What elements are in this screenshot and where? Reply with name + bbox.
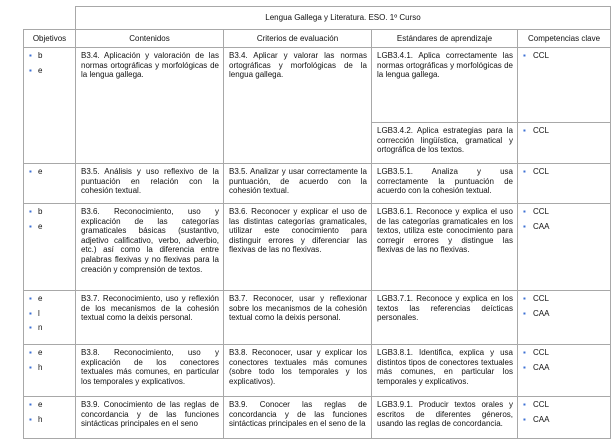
- estandar-cell: [372, 397, 518, 439]
- objetivos-cell: [24, 48, 76, 164]
- estandar-cell: LGB3.8.1. Identifica, explica y usa distintos tipos de conectores textuales más comunes, en particular los temporales y explicativos.: [372, 345, 518, 397]
- header-competencias: Competencias clave: [518, 30, 611, 48]
- competencia-item: ▪ CCL: [523, 348, 606, 358]
- competencias-cell: [518, 397, 611, 439]
- objetivo-item: ▪ e: [29, 294, 71, 304]
- empty-corner-cell: [24, 7, 76, 30]
- contenido-text: B3.9. Conocimiento de las reglas de concordancia y de las funciones sintácticas principales en el seno: [81, 400, 219, 429]
- estandar-cell: LGB3.7.1. Reconoce y explica en los textos las referencias deícticas personales.: [372, 291, 518, 345]
- objetivo-item: ▪ h: [29, 363, 71, 373]
- header-estandares: Estándares de aprendizaje: [372, 30, 518, 48]
- competencia-item: ▪ CCL: [523, 167, 606, 177]
- contenido-cell: B3.4. Aplicación y valoración de las normas ortográficas y morfológicas de la lengua gallega.: [76, 48, 224, 164]
- estandar-cell: LGB3.5.1. Analiza y usa correctamente la puntuación de acuerdo con la cohesión textual.: [372, 164, 518, 204]
- competencia-item: ▪ CAA: [523, 415, 606, 425]
- criterio-cell: B3.8. Reconocer, usar y explicar los conectores textuales más comunes (sobre todo los temporales y los explicativos).: [224, 345, 372, 397]
- estandar-cell: LGB3.6.1. Reconoce y explica el uso de las categorías gramaticales en los textos, utiliza este conocimiento para corregir errores y distingue las flexivas de las no flexivas.: [372, 204, 518, 291]
- table-row: [24, 345, 611, 397]
- header-criterios: Criterios de evaluación: [224, 30, 372, 48]
- competencias-cell: [518, 164, 611, 204]
- criterio-cell: B3.7. Reconocer, usar y reflexionar sobre los mecanismos de la cohesión textual como la deixis personal.: [224, 291, 372, 345]
- objetivo-item: ▪ l: [29, 309, 71, 319]
- objetivo-item: ▪ b: [29, 51, 71, 61]
- contenido-cell: [76, 397, 224, 439]
- objetivo-item: ▪ n: [29, 323, 71, 333]
- criterio-text: B3.9. Conocer las reglas de concordancia y de las funciones sintácticas principales en el seno de la: [229, 400, 367, 429]
- competencias-cell: [518, 48, 611, 123]
- objetivo-item: ▪ b: [29, 207, 71, 217]
- criterio-cell: [224, 397, 372, 439]
- objetivo-item: ▪ h: [29, 415, 71, 425]
- table-title: Lengua Gallega y Literatura. ESO. 1º Curso: [76, 7, 611, 30]
- objetivos-cell: [24, 345, 76, 397]
- objetivo-item: ▪ e: [29, 222, 71, 232]
- criterio-cell: B3.5. Analizar y usar correctamente la puntuación, de acuerdo con la cohesión textual.: [224, 164, 372, 204]
- objetivos-cell: [24, 204, 76, 291]
- table-row: [24, 48, 611, 123]
- table-row: [24, 397, 611, 439]
- estandar-cell: LGB3.4.2. Aplica estrategias para la corrección lingüística, gramatical y ortográfica de los textos.: [372, 123, 518, 164]
- estandar-text: LGB3.9.1. Producir textos orales y escritos de diferentes géneros, usando las reglas de concordancia.: [377, 400, 513, 429]
- table-row: [24, 164, 611, 204]
- contenido-cell: B3.6. Reconocimiento, uso y explicación de las categorías gramaticales básicas (sustantivo, adjetivo calificativo, verbo, adverbio, etc.) así como la diferencia entre palabras flexivas y no flexivas para la creación y comprensión de textos.: [76, 204, 224, 291]
- competencias-cell: [518, 204, 611, 291]
- objetivo-item: ▪ e: [29, 66, 71, 76]
- objetivo-item: ▪ e: [29, 167, 71, 177]
- criterio-cell: B3.4. Aplicar y valorar las normas ortográficas y morfológicas de la lengua gallega.: [224, 48, 372, 164]
- competencia-item: ▪ CCL: [523, 400, 606, 410]
- objetivos-cell: [24, 397, 76, 439]
- curriculum-table: [23, 6, 611, 439]
- competencia-item: ▪ CAA: [523, 309, 606, 319]
- contenido-cell: B3.7. Reconocimiento, uso y reflexión de los mecanismos de la cohesión textual como la deixis personal.: [76, 291, 224, 345]
- table-row: [24, 291, 611, 345]
- objetivo-item: ▪ e: [29, 400, 71, 410]
- objetivo-item: ▪ e: [29, 348, 71, 358]
- competencia-item: ▪ CCL: [523, 294, 606, 304]
- objetivos-cell: [24, 164, 76, 204]
- header-contenidos: Contenidos: [76, 30, 224, 48]
- objetivos-cell: [24, 291, 76, 345]
- table-row: [24, 204, 611, 291]
- header-objetivos: Objetivos: [24, 30, 76, 48]
- competencia-item: ▪ CCL: [523, 126, 606, 136]
- contenido-cell: B3.8. Reconocimiento, uso y explicación de los conectores textuales más comunes, en particular los temporales y explicativos.: [76, 345, 224, 397]
- competencia-item: ▪ CCL: [523, 207, 606, 217]
- criterio-cell: B3.6. Reconocer y explicar el uso de las distintas categorías gramaticales, utilizar este conocimiento para distinguir errores y diferenciar las flexivas de las no flexivas.: [224, 204, 372, 291]
- competencias-cell: [518, 123, 611, 164]
- competencia-item: ▪ CCL: [523, 51, 606, 61]
- competencia-item: ▪ CAA: [523, 363, 606, 373]
- competencias-cell: [518, 291, 611, 345]
- competencias-cell: [518, 345, 611, 397]
- competencia-item: ▪ CAA: [523, 222, 606, 232]
- contenido-cell: B3.5. Análisis y uso reflexivo de la puntuación en relación con la cohesión textual.: [76, 164, 224, 204]
- estandar-cell: LGB3.4.1. Aplica correctamente las normas ortográficas y morfológicas de la lengua gallega.: [372, 48, 518, 123]
